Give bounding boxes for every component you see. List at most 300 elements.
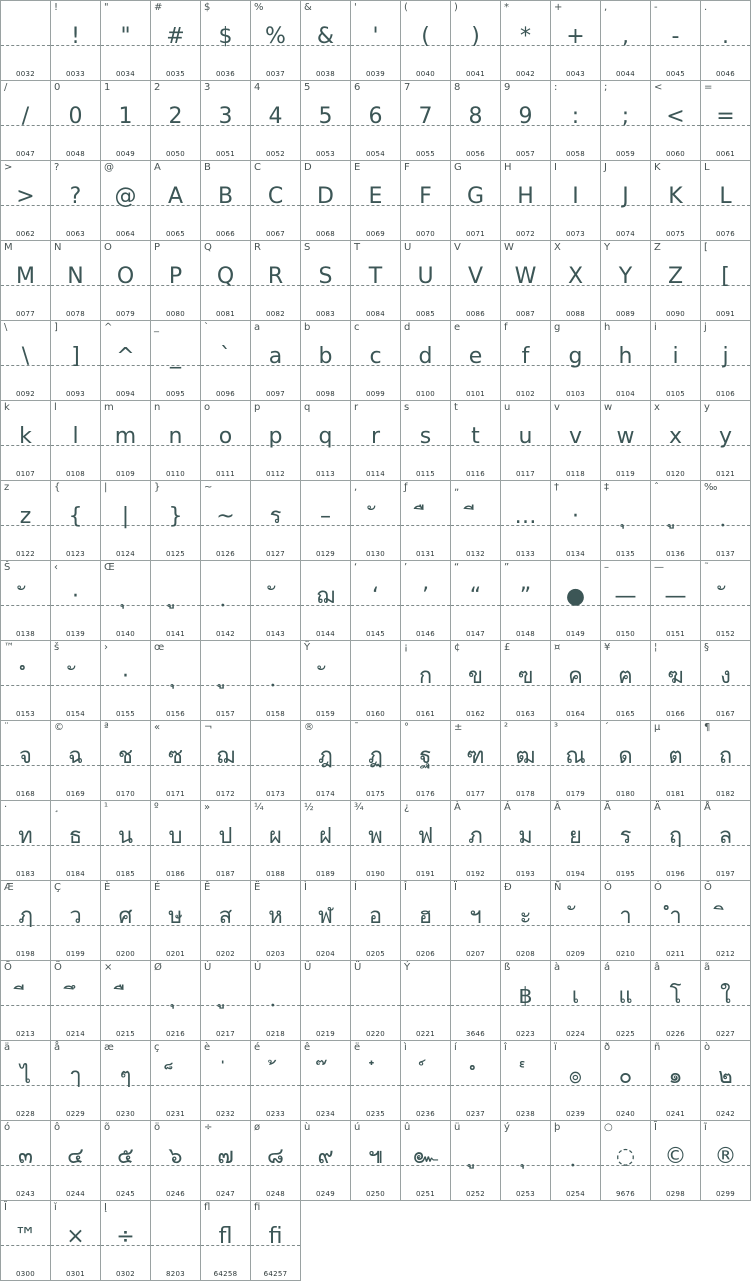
- glyph-code: 0171: [165, 790, 185, 798]
- glyph-cell: [350, 560, 401, 641]
- glyph-key-label: ‡: [604, 482, 609, 493]
- glyph-cell: [700, 1040, 751, 1121]
- glyph-cell: [100, 800, 151, 881]
- glyph-sample: c: [369, 344, 382, 369]
- glyph-cell: [350, 1040, 401, 1121]
- glyph-code: 0237: [465, 1110, 485, 1118]
- glyph-code: 0197: [715, 870, 735, 878]
- glyph-cell: [500, 480, 551, 561]
- glyph-code: 0299: [715, 1190, 735, 1198]
- glyph-sample: u: [518, 424, 533, 449]
- glyph-key-label: Z: [654, 242, 661, 253]
- glyph-sample: [351, 1057, 400, 1097]
- glyph-sample: p: [268, 424, 283, 449]
- glyph-code: 0076: [715, 230, 735, 238]
- glyph-code: 0084: [365, 310, 385, 318]
- glyph-sample: l: [72, 424, 79, 449]
- glyph-key-label: ÷: [204, 1122, 213, 1133]
- glyph-sample: ๐: [618, 1064, 633, 1089]
- glyph-sample: 6: [368, 104, 383, 129]
- glyph-cell: [450, 720, 501, 801]
- glyph-code: 0175: [365, 790, 385, 798]
- glyph-cell: [300, 1120, 351, 1201]
- glyph-sample: !: [71, 24, 80, 49]
- glyph-key-label: S: [304, 242, 311, 253]
- glyph-cell: [50, 320, 101, 401]
- glyph-sample: V: [467, 264, 484, 289]
- glyph-sample: ท: [18, 824, 33, 849]
- glyph-sample: @: [114, 184, 137, 209]
- glyph-code: 0083: [315, 310, 335, 318]
- glyph-cell: [200, 880, 251, 961]
- glyph-cell: [700, 1120, 751, 1201]
- glyph-key-label: |: [104, 482, 108, 493]
- glyph-cell: [650, 560, 701, 641]
- glyph-key-label: ð: [604, 1042, 611, 1053]
- glyph-code: 0112: [265, 470, 285, 478]
- glyph-sample: w: [616, 424, 635, 449]
- glyph-code: 0090: [665, 310, 685, 318]
- glyph-sample: e: [468, 344, 483, 369]
- glyph-cell: [250, 1200, 301, 1281]
- glyph-code: 0142: [215, 630, 235, 638]
- glyph-cell: [0, 80, 51, 161]
- glyph-code: 0116: [465, 470, 485, 478]
- glyph-key-label: „: [454, 482, 460, 493]
- glyph-cell: [700, 80, 751, 161]
- glyph-cell: [200, 720, 251, 801]
- glyph-code: 0056: [465, 150, 485, 158]
- glyph-key-label: ¦: [654, 642, 658, 653]
- glyph-code: 0229: [65, 1110, 85, 1118]
- glyph-code: 0078: [65, 310, 85, 318]
- glyph-cell: [150, 1040, 201, 1121]
- glyph-cell: [200, 640, 251, 721]
- glyph-code: 0148: [515, 630, 535, 638]
- glyph-sample: m: [114, 424, 137, 449]
- glyph-code: 0301: [65, 1270, 85, 1278]
- glyph-sample: D: [317, 184, 334, 209]
- glyph-cell: [700, 160, 751, 241]
- glyph-code: 0196: [665, 870, 685, 878]
- glyph-key-label: O: [104, 242, 112, 253]
- glyph-cell: [550, 800, 601, 881]
- glyph-cell: [0, 800, 51, 881]
- glyph-key-label: F: [404, 162, 410, 173]
- glyph-sample: ะ: [519, 904, 532, 929]
- glyph-key-label: 7: [404, 82, 411, 93]
- glyph-sample: L: [719, 184, 732, 209]
- glyph-sample: Z: [667, 264, 684, 289]
- glyph-key-label: ã: [704, 962, 711, 973]
- glyph-sample: [251, 737, 300, 777]
- glyph-code: 0251: [415, 1190, 435, 1198]
- glyph-sample: ?: [69, 184, 82, 209]
- glyph-key-label: Ú: [254, 962, 262, 973]
- glyph-code: 0063: [65, 230, 85, 238]
- glyph-key-label: Ÿ: [304, 642, 311, 653]
- glyph-sample: {: [68, 504, 83, 529]
- glyph-code: 0103: [565, 390, 585, 398]
- glyph-cell: [250, 320, 301, 401]
- glyph-sample: >: [16, 184, 35, 209]
- glyph-sample: ถ: [718, 744, 733, 769]
- glyph-sample: [701, 897, 750, 937]
- glyph-code: 0081: [215, 310, 235, 318]
- glyph-key-label: ĩ: [704, 1122, 707, 1133]
- glyph-key-label: I: [554, 162, 557, 173]
- glyph-cell: [300, 0, 351, 81]
- glyph-key-label: i: [654, 322, 657, 333]
- glyph-code: 0298: [665, 1190, 685, 1198]
- glyph-sample: S: [318, 264, 333, 289]
- glyph-key-label: É: [154, 882, 161, 893]
- glyph-sample: ๒: [718, 1064, 733, 1089]
- glyph-key-label: Ó: [654, 882, 662, 893]
- glyph-sample: [1, 657, 50, 697]
- glyph-sample: ×: [66, 1224, 85, 1249]
- glyph-cell: [600, 480, 651, 561]
- glyph-cell: [150, 0, 201, 81]
- glyph-sample: บ: [168, 824, 183, 849]
- glyph-key-label: °: [404, 722, 409, 733]
- glyph-code: 0037: [265, 70, 285, 78]
- glyph-cell: [150, 800, 201, 881]
- glyph-cell: [600, 1120, 651, 1201]
- glyph-cell: [450, 80, 501, 161]
- glyph-sample: [101, 577, 150, 617]
- glyph-code: 0073: [565, 230, 585, 238]
- glyph-key-label: -: [654, 2, 658, 13]
- glyph-sample: Y: [618, 264, 633, 289]
- glyph-cell: [600, 80, 651, 161]
- glyph-cell: [550, 400, 601, 481]
- glyph-key-label: C: [254, 162, 261, 173]
- glyph-key-label: ñ: [654, 1042, 661, 1053]
- glyph-key-label: U: [404, 242, 412, 253]
- glyph-sample: g: [568, 344, 583, 369]
- glyph-code: 0206: [415, 950, 435, 958]
- glyph-sample: [201, 657, 250, 697]
- glyph-sample: ฉ: [68, 744, 83, 769]
- glyph-cell: [550, 0, 601, 81]
- glyph-sample: ÷: [116, 1224, 135, 1249]
- glyph-sample: 7: [418, 104, 433, 129]
- glyph-code: 0034: [115, 70, 135, 78]
- glyph-key-label: Q: [204, 242, 212, 253]
- glyph-code: 0182: [715, 790, 735, 798]
- glyph-sample: [351, 977, 400, 1017]
- glyph-code: 0207: [465, 950, 485, 958]
- glyph-code: 0060: [665, 150, 685, 158]
- glyph-code: 0211: [665, 950, 685, 958]
- glyph-sample: ๙: [317, 1144, 334, 1169]
- glyph-key-label: ¿: [404, 802, 410, 813]
- glyph-code: 0061: [715, 150, 735, 158]
- glyph-sample: ฏ: [368, 744, 383, 769]
- glyph-code: 0240: [615, 1110, 635, 1118]
- glyph-key-label: Ì: [304, 882, 307, 893]
- glyph-code: 0120: [665, 470, 685, 478]
- glyph-cell: [100, 1040, 151, 1121]
- glyph-key-label: v: [554, 402, 560, 413]
- glyph-code: 0085: [415, 310, 435, 318]
- glyph-cell: [300, 400, 351, 481]
- glyph-cell: [500, 880, 551, 961]
- glyph-sample: y: [718, 424, 733, 449]
- glyph-code: 0154: [65, 710, 85, 718]
- glyph-code: 0232: [215, 1110, 235, 1118]
- glyph-code: 0132: [465, 550, 485, 558]
- glyph-cell: [500, 80, 551, 161]
- glyph-key-label: ?: [54, 162, 60, 173]
- glyph-key-label: ™: [4, 642, 14, 653]
- glyph-cell: [100, 560, 151, 641]
- glyph-cell: [550, 560, 601, 641]
- glyph-key-label: ]: [54, 322, 58, 333]
- glyph-sample: พ: [368, 824, 383, 849]
- glyph-sample: d: [418, 344, 433, 369]
- glyph-sample: ๗: [217, 1144, 234, 1169]
- glyph-key-label: —: [654, 562, 664, 573]
- glyph-cell: [650, 880, 701, 961]
- glyph-sample: ฯ: [469, 904, 482, 929]
- glyph-sample: [251, 577, 300, 617]
- glyph-cell: [600, 320, 651, 401]
- glyph-cell: [0, 720, 51, 801]
- glyph-code: 0115: [415, 470, 435, 478]
- glyph-cell: [700, 400, 751, 481]
- glyph-key-label: î: [504, 1042, 507, 1053]
- glyph-sample: _: [170, 344, 181, 369]
- glyph-cell: [50, 400, 101, 481]
- glyph-code: 0198: [15, 950, 35, 958]
- glyph-sample: [151, 977, 200, 1017]
- glyph-code: 0137: [715, 550, 735, 558]
- glyph-code: 0047: [15, 150, 35, 158]
- glyph-cell: [650, 80, 701, 161]
- glyph-cell: [250, 0, 301, 81]
- glyph-code: 0158: [265, 710, 285, 718]
- glyph-key-label: Ù: [204, 962, 212, 973]
- glyph-code: 0134: [565, 550, 585, 558]
- glyph-cell: [100, 400, 151, 481]
- glyph-code: 0173: [265, 790, 285, 798]
- glyph-sample: ’: [422, 584, 429, 609]
- glyph-key-label: :: [554, 82, 558, 93]
- glyph-code: 0254: [565, 1190, 585, 1198]
- glyph-code: 0177: [465, 790, 485, 798]
- glyph-cell: [250, 240, 301, 321]
- glyph-cell: [150, 1120, 201, 1201]
- glyph-code: 0082: [265, 310, 285, 318]
- glyph-code: 0106: [715, 390, 735, 398]
- glyph-cell: [450, 880, 501, 961]
- glyph-sample: W: [514, 264, 537, 289]
- glyph-code: 0035: [165, 70, 185, 78]
- glyph-key-label: õ: [104, 1122, 111, 1133]
- glyph-code: 0215: [115, 1030, 135, 1038]
- glyph-cell: [700, 0, 751, 81]
- glyph-sample: ฆ: [667, 664, 684, 689]
- glyph-sample: *: [520, 24, 531, 49]
- glyph-sample: [301, 1057, 350, 1097]
- glyph-sample: h: [618, 344, 633, 369]
- glyph-sample: [451, 977, 500, 1017]
- glyph-code: 0223: [515, 1030, 535, 1038]
- glyph-cell: [0, 400, 51, 481]
- glyph-cell: [200, 960, 251, 1041]
- glyph-cell: [500, 1040, 551, 1121]
- glyph-sample: ฟ: [417, 824, 434, 849]
- glyph-code: 0032: [15, 70, 35, 78]
- glyph-key-label: M: [4, 242, 13, 253]
- glyph-sample: ห: [268, 904, 283, 929]
- glyph-sample: [401, 977, 450, 1017]
- glyph-sample: [151, 657, 200, 697]
- glyph-code: 0184: [65, 870, 85, 878]
- glyph-key-label: À: [454, 802, 461, 813]
- glyph-sample: ไ: [19, 1064, 32, 1089]
- glyph-sample: q: [318, 424, 333, 449]
- glyph-key-label: ç: [154, 1042, 160, 1053]
- glyph-key-label: A: [154, 162, 161, 173]
- glyph-key-label: ú: [354, 1122, 361, 1133]
- glyph-key-label: Ê: [204, 882, 211, 893]
- glyph-sample: ศ: [118, 904, 133, 929]
- glyph-key-label: ‘: [354, 562, 358, 573]
- glyph-cell: [450, 160, 501, 241]
- glyph-sample: C: [267, 184, 284, 209]
- glyph-code: 0164: [565, 710, 585, 718]
- glyph-key-label: q: [304, 402, 311, 413]
- glyph-key-label: ·: [4, 802, 8, 813]
- glyph-cell: [0, 240, 51, 321]
- glyph-key-label: ó: [4, 1122, 11, 1133]
- glyph-key-label: ): [454, 2, 458, 13]
- glyph-key-label: »: [204, 802, 211, 813]
- glyph-code: 0179: [565, 790, 585, 798]
- glyph-sample: ษ: [168, 904, 183, 929]
- glyph-key-label: E: [354, 162, 361, 173]
- glyph-key-label: «: [154, 722, 161, 733]
- glyph-key-label: ø: [254, 1122, 261, 1133]
- glyph-cell: [150, 960, 201, 1041]
- glyph-key-label: ¬: [204, 722, 213, 733]
- glyph-code: 0111: [215, 470, 235, 478]
- glyph-key-label: N: [54, 242, 62, 253]
- glyph-key-label: t: [454, 402, 458, 413]
- glyph-sample: [1, 17, 50, 57]
- glyph-sample: [501, 1057, 550, 1097]
- glyph-key-label: =: [704, 82, 713, 93]
- glyph-key-label: ": [104, 2, 109, 13]
- glyph-key-label: ±: [454, 722, 463, 733]
- glyph-cell: [600, 240, 651, 321]
- glyph-sample: ฿: [518, 984, 533, 1009]
- glyph-sample: ™: [14, 1224, 37, 1249]
- glyph-code: 0099: [365, 390, 385, 398]
- glyph-key-label: ○: [604, 1122, 613, 1133]
- glyph-code: 0153: [15, 710, 35, 718]
- glyph-cell: [350, 880, 401, 961]
- glyph-code: 0187: [215, 870, 235, 878]
- glyph-sample: B: [217, 184, 234, 209]
- glyph-code: 0151: [665, 630, 685, 638]
- glyph-code: 0044: [615, 70, 635, 78]
- glyph-sample: อ: [368, 904, 383, 929]
- glyph-key-label: _: [154, 322, 159, 333]
- glyph-sample: Q: [216, 264, 235, 289]
- glyph-key-label: 5: [304, 82, 311, 93]
- glyph-key-label: Œ: [104, 562, 115, 573]
- glyph-cell: [250, 560, 301, 641]
- glyph-cell: [350, 80, 401, 161]
- glyph-sample: $: [218, 24, 233, 49]
- glyph-cell: [700, 960, 751, 1041]
- glyph-key-label: z: [4, 482, 10, 493]
- glyph-key-label: ¸: [54, 802, 59, 813]
- glyph-sample: [551, 897, 600, 937]
- glyph-key-label: Ĭ: [4, 1202, 7, 1213]
- glyph-key-label: è: [204, 1042, 211, 1053]
- glyph-key-label: k: [4, 402, 10, 413]
- glyph-code: 0157: [215, 710, 235, 718]
- glyph-cell: [150, 480, 201, 561]
- glyph-cell: [650, 1040, 701, 1121]
- glyph-key-label: 9: [504, 82, 511, 93]
- glyph-code: 0241: [665, 1110, 685, 1118]
- glyph-key-label: È: [104, 882, 111, 893]
- glyph-cell: [300, 560, 351, 641]
- glyph-code: 3646: [465, 1030, 485, 1038]
- glyph-code: 0156: [165, 710, 185, 718]
- glyph-sample: j: [722, 344, 729, 369]
- glyph-sample: ร: [619, 824, 632, 849]
- glyph-cell: [250, 800, 301, 881]
- glyph-code: 0072: [515, 230, 535, 238]
- glyph-key-label: Į: [104, 1202, 107, 1213]
- glyph-cell: [650, 160, 701, 241]
- glyph-cell: [650, 400, 701, 481]
- glyph-code: 0070: [415, 230, 435, 238]
- glyph-key-label: r: [354, 402, 359, 413]
- glyph-code: 0040: [415, 70, 435, 78]
- glyph-code: 0253: [515, 1190, 535, 1198]
- glyph-sample: [701, 497, 750, 537]
- glyph-cell: [550, 640, 601, 721]
- glyph-cell: [100, 240, 151, 321]
- glyph-key-label: ~: [204, 482, 213, 493]
- glyph-code: 0107: [15, 470, 35, 478]
- glyph-cell: [700, 720, 751, 801]
- glyph-key-label: &: [304, 2, 312, 13]
- glyph-code: 0178: [515, 790, 535, 798]
- glyph-sample: x: [668, 424, 683, 449]
- glyph-key-label: h: [604, 322, 611, 333]
- glyph-key-label: Ò: [604, 882, 612, 893]
- glyph-sample: ฅ: [618, 664, 633, 689]
- glyph-key-label: Ý: [404, 962, 411, 973]
- glyph-sample: [301, 657, 350, 697]
- glyph-key-label: ë: [354, 1042, 361, 1053]
- glyph-key-label: ;: [604, 82, 608, 93]
- glyph-cell: [350, 320, 401, 401]
- glyph-cell: [400, 400, 451, 481]
- glyph-key-label: !: [54, 2, 59, 13]
- glyph-key-label: é: [254, 1042, 261, 1053]
- glyph-code: 0077: [15, 310, 35, 318]
